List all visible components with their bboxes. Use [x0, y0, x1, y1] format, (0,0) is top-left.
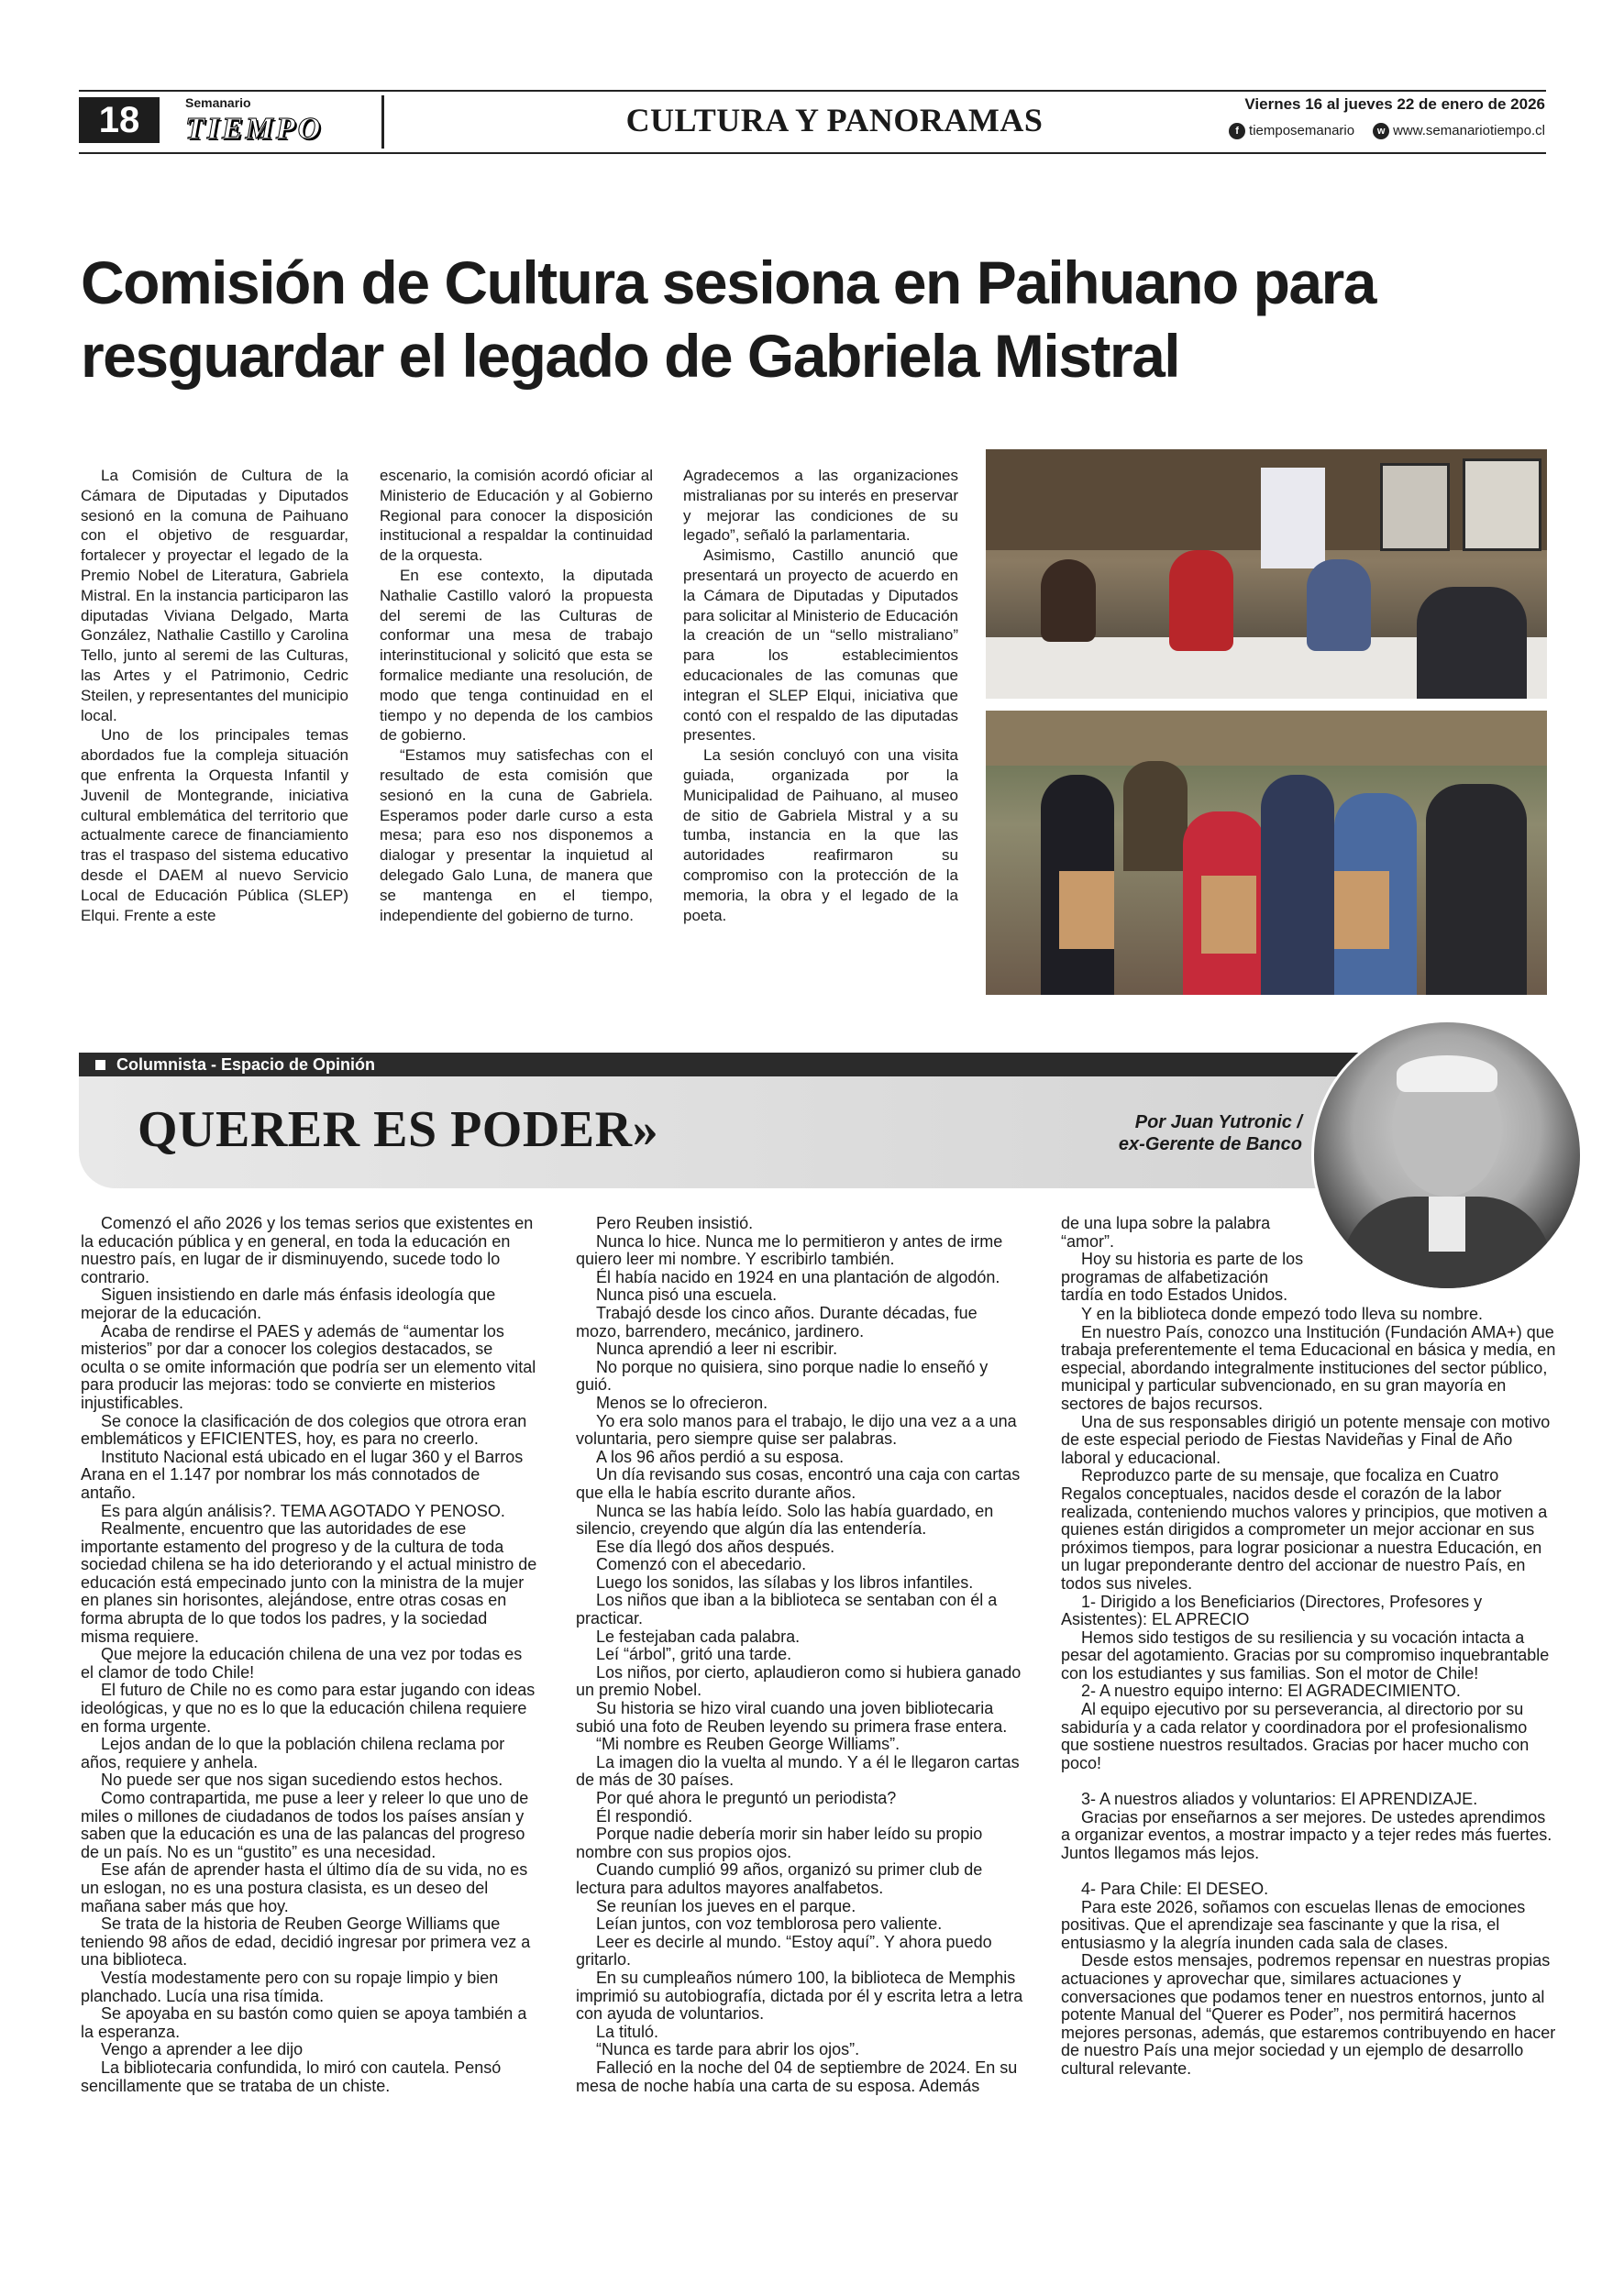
paragraph: Luego los sonidos, las sílabas y los libros infantiles. — [596, 1572, 974, 1592]
website-link[interactable] — [1373, 123, 1545, 139]
masthead-logo — [180, 95, 384, 149]
paragraph: Por qué ahora le preguntó un periodista? — [596, 1789, 897, 1807]
paragraph: “Estamos muy satisfechas con el resultado de esta comisión que sesionó en la cuna de Gabriela. Esperamos poder darle curso a esta mesa; para eso nos disponemos a dialogar y presentar la inquietud al delegado Galo Luna, de manera que se mantenga en el tiempo, independiente del gobierno de turno. — [380, 746, 653, 924]
paragraph: de una lupa sobre la palabra “amor”. — [1061, 1214, 1271, 1251]
paragraph: Los niños, por cierto, aplaudieron como si hubiera ganado un premio Nobel. — [576, 1662, 1022, 1700]
website-url: www.semanariotiempo.cl — [1393, 123, 1545, 138]
square-bullet-icon — [95, 1060, 105, 1070]
header-bottom-rule — [79, 152, 1546, 154]
paragraph: El futuro de Chile no es como para estar jugando con ideas ideológicas, y que no es lo que la educación chilena requiere en forma urgente. — [81, 1681, 536, 1736]
paragraph: Hemos sido testigos de su resiliencia y su vocación intacta a pesar del agotamiento. Gracias por su compromiso inquebrantable con los estudiantes y sus familias. Son el motor de Chile! — [1061, 1628, 1550, 1683]
paragraph: La Comisión de Cultura de la Cámara de Diputadas y Diputados sesionó en la comuna de Paihuano con el objetivo de resguardar, fortalecer y proyectar el legado de la Premio Nobel de Literatura, Gabriela Mistral. En la instancia participaron las diputadas Viviana Delgado, Marta González, Nathalie Castillo y Carolina Tello, junto al seremi de las Culturas, las Artes y el Patrimonio, Cedric Steilen, y representantes del municipio local. — [81, 467, 348, 724]
paragraph: Comenzó con el abecedario. — [596, 1555, 807, 1574]
article-column-3 — [683, 466, 958, 925]
paragraph: Gracias por enseñarnos a ser mejores. De ustedes aprendimos a organizar eventos, a mostrar impacto y a tejer redes más fuertes. Juntos llegamos más lejos. — [1061, 1807, 1552, 1862]
paragraph: Leían juntos, con voz temblorosa pero valiente. — [596, 1914, 943, 1934]
paragraph: Es para algún análisis?. TEMA AGOTADO Y PENOSO. — [101, 1501, 505, 1520]
paragraph: No puede ser que nos sigan sucediendo estos hechos. — [101, 1771, 503, 1790]
paragraph: 3- A nuestros aliados y voluntarios: El APRENDIZAJE. — [1081, 1790, 1478, 1809]
paragraph: Ese afán de aprender hasta el último día de su vida, no es un eslogan, no es una postura clasista, es un deseo del mañana saber más que hoy. — [81, 1860, 528, 1915]
opinion-column-2 — [576, 1215, 1025, 2095]
issue-date: Viernes 16 al jueves 22 de enero de 2026 — [1244, 95, 1545, 113]
paragraph: Menos se lo ofrecieron. — [596, 1393, 768, 1412]
article-column-1 — [81, 466, 348, 925]
paragraph: Comenzó el año 2026 y los temas serios que existentes en la educación pública y en general, en toda la educación en nuestro país, en lugar de ir disminuyendo, sucede todo lo contrario. — [81, 1214, 534, 1286]
paragraph: Leí “árbol”, gritó una tarde. — [596, 1645, 792, 1664]
paragraph: La sesión concluyó con una visita guiada, organizada por la Municipalidad de Paihuano, al museo de sitio de Gabriela Mistral y a su tumba, instancia en la que las autoridades reafirmaron su compromiso con la protección de la memoria, la obra y el legado de la poeta. — [683, 746, 958, 924]
paragraph: Agradecemos a las organizaciones mistralianas por su interés en preservar y mejorar las condiciones de su legado”, señaló la parlamentaria. — [683, 467, 958, 545]
paragraph: Nunca se las había leído. Solo las había guardado, en silencio, creyendo que algún día las entendería. — [576, 1501, 994, 1539]
paragraph: En nuestro País, conozco una Institución (Fundación AMA+) que trabaja preferentemente el tema Educacional en básica y media, en especial, abordando integralmente instituciones del sector público, municipal y particular subvencionado, en su gran mayoría en sectores de bajos recursos. — [1061, 1322, 1556, 1413]
paragraph: Yo era solo manos para el trabajo, le dijo una vez a a una voluntaria, pero siempre quise ser palabras. — [576, 1411, 1017, 1449]
paragraph: Como contrapartida, me puse a leer y releer lo que uno de miles o millones de ciudadanos de todos los países ansían y saben que la educación es una de las palancas del progreso de un país. No es un “gustito” es una necesidad. — [81, 1789, 529, 1861]
paragraph: Hoy su historia es parte de los programas de alfabetización tardía en todo Estados Unidos. — [1061, 1250, 1304, 1305]
paragraph: Se trata de la historia de Reuben George Williams que teniendo 98 años de edad, decidió ingresar por primera vez a una biblioteca. — [81, 1914, 531, 1970]
paragraph: Un día revisando sus cosas, encontró una caja con cartas que ella le había escrito durante años. — [576, 1465, 1021, 1502]
paragraph: Acaba de rendirse el PAES y además de “aumentar los misterios” por dar a conocer los colegios destacados, se oculta o se omite información que podría ser un elemento vital para producir las mejoras: todo se convierte en misterios injustificables. — [81, 1321, 536, 1412]
paragraph: Se conoce la clasificación de dos colegios que otrora eran emblemáticos y EFICIENTES, hoy, es para no creerlo. — [81, 1411, 527, 1449]
paragraph: En ese contexto, la diputada Nathalie Castillo valoró la propuesta del seremi de las Culturas de conformar una mesa de trabajo interinstitucional y solicitó que esta se formalice mediante una resolución, de modo que tenga continuidad en el tiempo y no dependa de los cambios de gobierno. — [380, 566, 653, 745]
paragraph: La tituló. — [596, 2022, 659, 2041]
masthead-small: Semanario — [185, 95, 251, 110]
paragraph: Trabajó desde los cinco años. Durante décadas, fue mozo, barrendero, mecánico, jardinero. — [576, 1303, 978, 1341]
blank-line — [1061, 1772, 1556, 1791]
paragraph: Los niños que iban a la biblioteca se sentaban con él a practicar. — [576, 1591, 998, 1628]
paragraph: Su historia se hizo viral cuando una joven bibliotecaria subió una foto de Reuben leyendo su primera frase entera. — [576, 1699, 1008, 1736]
paragraph: La imagen dio la vuelta al mundo. Y a él le llegaron cartas de más de 30 países. — [576, 1752, 1020, 1790]
paragraph: Se apoyaba en su bastón como quien se apoya también a la esperanza. — [81, 2004, 527, 2041]
blank-line — [1061, 1862, 1556, 1881]
paragraph: Al equipo ejecutivo por su perseverancia, al directorio por su sabiduría y a cada relator y coordinadora por el profesionalismo que sostiene nuestros resultados. Gracias por hacer mucho con poco! — [1061, 1700, 1530, 1772]
paragraph: 2- A nuestro equipo interno: El AGRADECIMIENTO. — [1081, 1682, 1461, 1701]
paragraph: Él había nacido en 1924 en una plantación de algodón. — [596, 1267, 1000, 1286]
paragraph: Lejos andan de lo que la población chilena reclama por años, requiere y anhela. — [81, 1735, 505, 1771]
paragraph: Una de sus responsables dirigió un potente mensaje con motivo de este especial periodo de Fiestas Navideñas y Final de Año laboral y educacional. — [1061, 1412, 1551, 1467]
paragraph: Se reunían los jueves en el parque. — [596, 1896, 856, 1915]
paragraph: A los 96 años perdió a su esposa. — [596, 1447, 845, 1466]
paragraph: Asimismo, Castillo anunció que presentará un proyecto de acuerdo en la Cámara de Diputadas y Diputados para solicitar al Ministerio de Educación la creación de un “sello mistraliano” para los establecimientos educacionales de las comunas que integran el SLEP Elqui, iniciativa que contó con el respaldo de las diputadas presentes. — [683, 546, 958, 745]
header-top-rule — [79, 90, 1546, 92]
paragraph: No porque no quisiera, sino porque nadie lo enseñó y guió. — [576, 1357, 989, 1395]
paragraph: Y en la biblioteca donde empezó todo lleva su nombre. — [1081, 1305, 1483, 1323]
paragraph: Nunca pisó una escuela. — [596, 1285, 778, 1305]
byline-role: ex-Gerente de Banco — [1118, 1134, 1302, 1154]
paragraph: Reproduzco parte de su mensaje, que focaliza en Cuatro Regalos conceptuales, nacidos desde el corazón de la labor realizada, conteniendo muchos valores y principios, que motiven a quienes están dirigidos a comprometer un mejor accionar en sus próximos tiempos, para lograr posicionar a nuestra Educación, en un lugar preponderante dentro del accionar de nuestro País, en todos sus niveles. — [1061, 1466, 1548, 1593]
group-photo — [986, 711, 1547, 995]
facebook-icon: f — [1229, 123, 1245, 139]
paragraph: Siguen insistiendo en darle más énfasis ideología que mejorar de la educación. — [81, 1285, 496, 1322]
paragraph: Él respondió. — [596, 1806, 693, 1826]
paragraph: Le festejaban cada palabra. — [596, 1627, 801, 1646]
paragraph: La bibliotecaria confundida, lo miró con cautela. Pensó sencillamente que se trataba de un chiste. — [81, 2058, 502, 2095]
paragraph: Desde estos mensajes, podremos repensar en nuestras propias actuaciones y aprovechar que, similares actuaciones y conversaciones que podamos tener en nuestros entornos, junto al potente Manual del “Querer es Poder”, nos permitirá hacernos mejores personas, además, que estaremos contribuyendo en hacer de nuestro País una mejor sociedad y un ejemplo de desarrollo cultural relevante. — [1061, 1951, 1556, 2078]
author-portrait — [1311, 1020, 1583, 1291]
paragraph: “Nunca es tarde para abrir los ojos”. — [596, 2040, 860, 2059]
facebook-handle: tiemposemanario — [1249, 123, 1355, 138]
paragraph: Ese día llegó dos años después. — [596, 1537, 835, 1556]
columnist-band — [79, 1053, 1363, 1076]
paragraph: Vengo a aprender a lee dijo — [101, 2040, 304, 2059]
paragraph: Uno de los principales temas abordados fue la compleja situación que enfrenta la Orquesta Infantil y Juvenil de Montegrande, iniciativa cultural emblemática del territorio que actualmente carece de financiamiento tras el traspaso del sistema educativo desde el DAEM al nuevo Servicio Local de Educación Pública (SLEP) Elqui. Frente a este — [81, 726, 348, 924]
paragraph: Que mejore la educación chilena de una vez por todas es el clamor de todo Chile! — [81, 1645, 523, 1682]
header-links — [1229, 123, 1545, 139]
byline-author: Por Juan Yutronic / — [1134, 1112, 1302, 1132]
paragraph: Cuando cumplió 99 años, organizó su primer club de lectura para adultos mayores analfabetos. — [576, 1860, 983, 1897]
opinion-title: QUERER ES PODER» — [138, 1101, 659, 1158]
paragraph: En su cumpleaños número 100, la biblioteca de Memphis imprimió su autobiografía, dictada por él y escrita letra a letra con ayuda de voluntarios. — [576, 1968, 1023, 2024]
paragraph: 4- Para Chile: El DESEO. — [1081, 1880, 1269, 1898]
paragraph: Vestía modestamente pero con su ropaje limpio y bien planchado. Lucía una risa tímida. — [81, 1968, 499, 2005]
paragraph: Falleció en la noche del 04 de septiembre de 2024. En su mesa de noche había una carta de su esposa. Además — [576, 2058, 1018, 2095]
opinion-column-3 — [1061, 1306, 1556, 2079]
web-icon: w — [1373, 123, 1389, 139]
paragraph: Porque nadie debería morir sin haber leído su propio nombre con sus propios ojos. — [576, 1825, 983, 1861]
paragraph: Para este 2026, soñamos con escuelas llenas de emociones positivas. Que el aprendizaje sea fascinante y que la risa, el entusiasmo y la alegría inunden cada sala de clases. — [1061, 1897, 1526, 1952]
facebook-link[interactable] — [1229, 123, 1354, 139]
page-number: 18 — [79, 97, 160, 143]
opinion-column-1 — [81, 1215, 539, 2095]
paragraph: 1- Dirigido a los Beneficiarios (Directores, Profesores y Asistentes): EL APRECIO — [1061, 1592, 1483, 1629]
paragraph: Nunca aprendió a leer ni escribir. — [596, 1340, 838, 1359]
article-headline: Comisión de Cultura sesiona en Paihuano para resguardar el legado de Gabriela Mistral — [81, 248, 1375, 390]
paragraph: Realmente, encuentro que las autoridades de ese importante estamento del progreso y de la cultura de toda sociedad chilena se ha ido deteriorando y el actual ministro de educación está empecinado junto con la ministra de la mujer en planes sin horisontes, alejándose, entre otras cosas en forma abrupta de lo que todos los padres, y la sociedad misma requiere. — [81, 1519, 537, 1646]
paragraph: “Mi nombre es Reuben George Williams”. — [596, 1735, 900, 1754]
byline — [1055, 1111, 1302, 1155]
paragraph: Nunca lo hice. Nunca me lo permitieron y antes de irme quiero leer mi nombre. Y escribirlo también. — [576, 1231, 1003, 1269]
article-column-2 — [380, 466, 653, 925]
band-label: Columnista - Espacio de Opinión — [116, 1055, 376, 1074]
masthead-title: TIEMPO — [185, 112, 324, 146]
opinion-column-3-top — [1061, 1215, 1307, 1305]
paragraph: escenario, la comisión acordó oficiar al Ministerio de Educación y al Gobierno Regional para conocer la disposición institucional a respaldar la continuidad de la orquesta. — [380, 467, 653, 565]
section-title: CULTURA Y PANORAMAS — [625, 102, 1044, 138]
paragraph: Instituto Nacional está ubicado en el lugar 360 y el Barros Arana en el 1.147 por nombrar los más connotados de antaño. — [81, 1447, 524, 1502]
session-photo — [986, 449, 1547, 699]
paragraph: Leer es decirle al mundo. “Estoy aquí”. Y ahora puedo gritarlo. — [576, 1932, 992, 1970]
paragraph: Pero Reuben insistió. — [596, 1214, 754, 1232]
